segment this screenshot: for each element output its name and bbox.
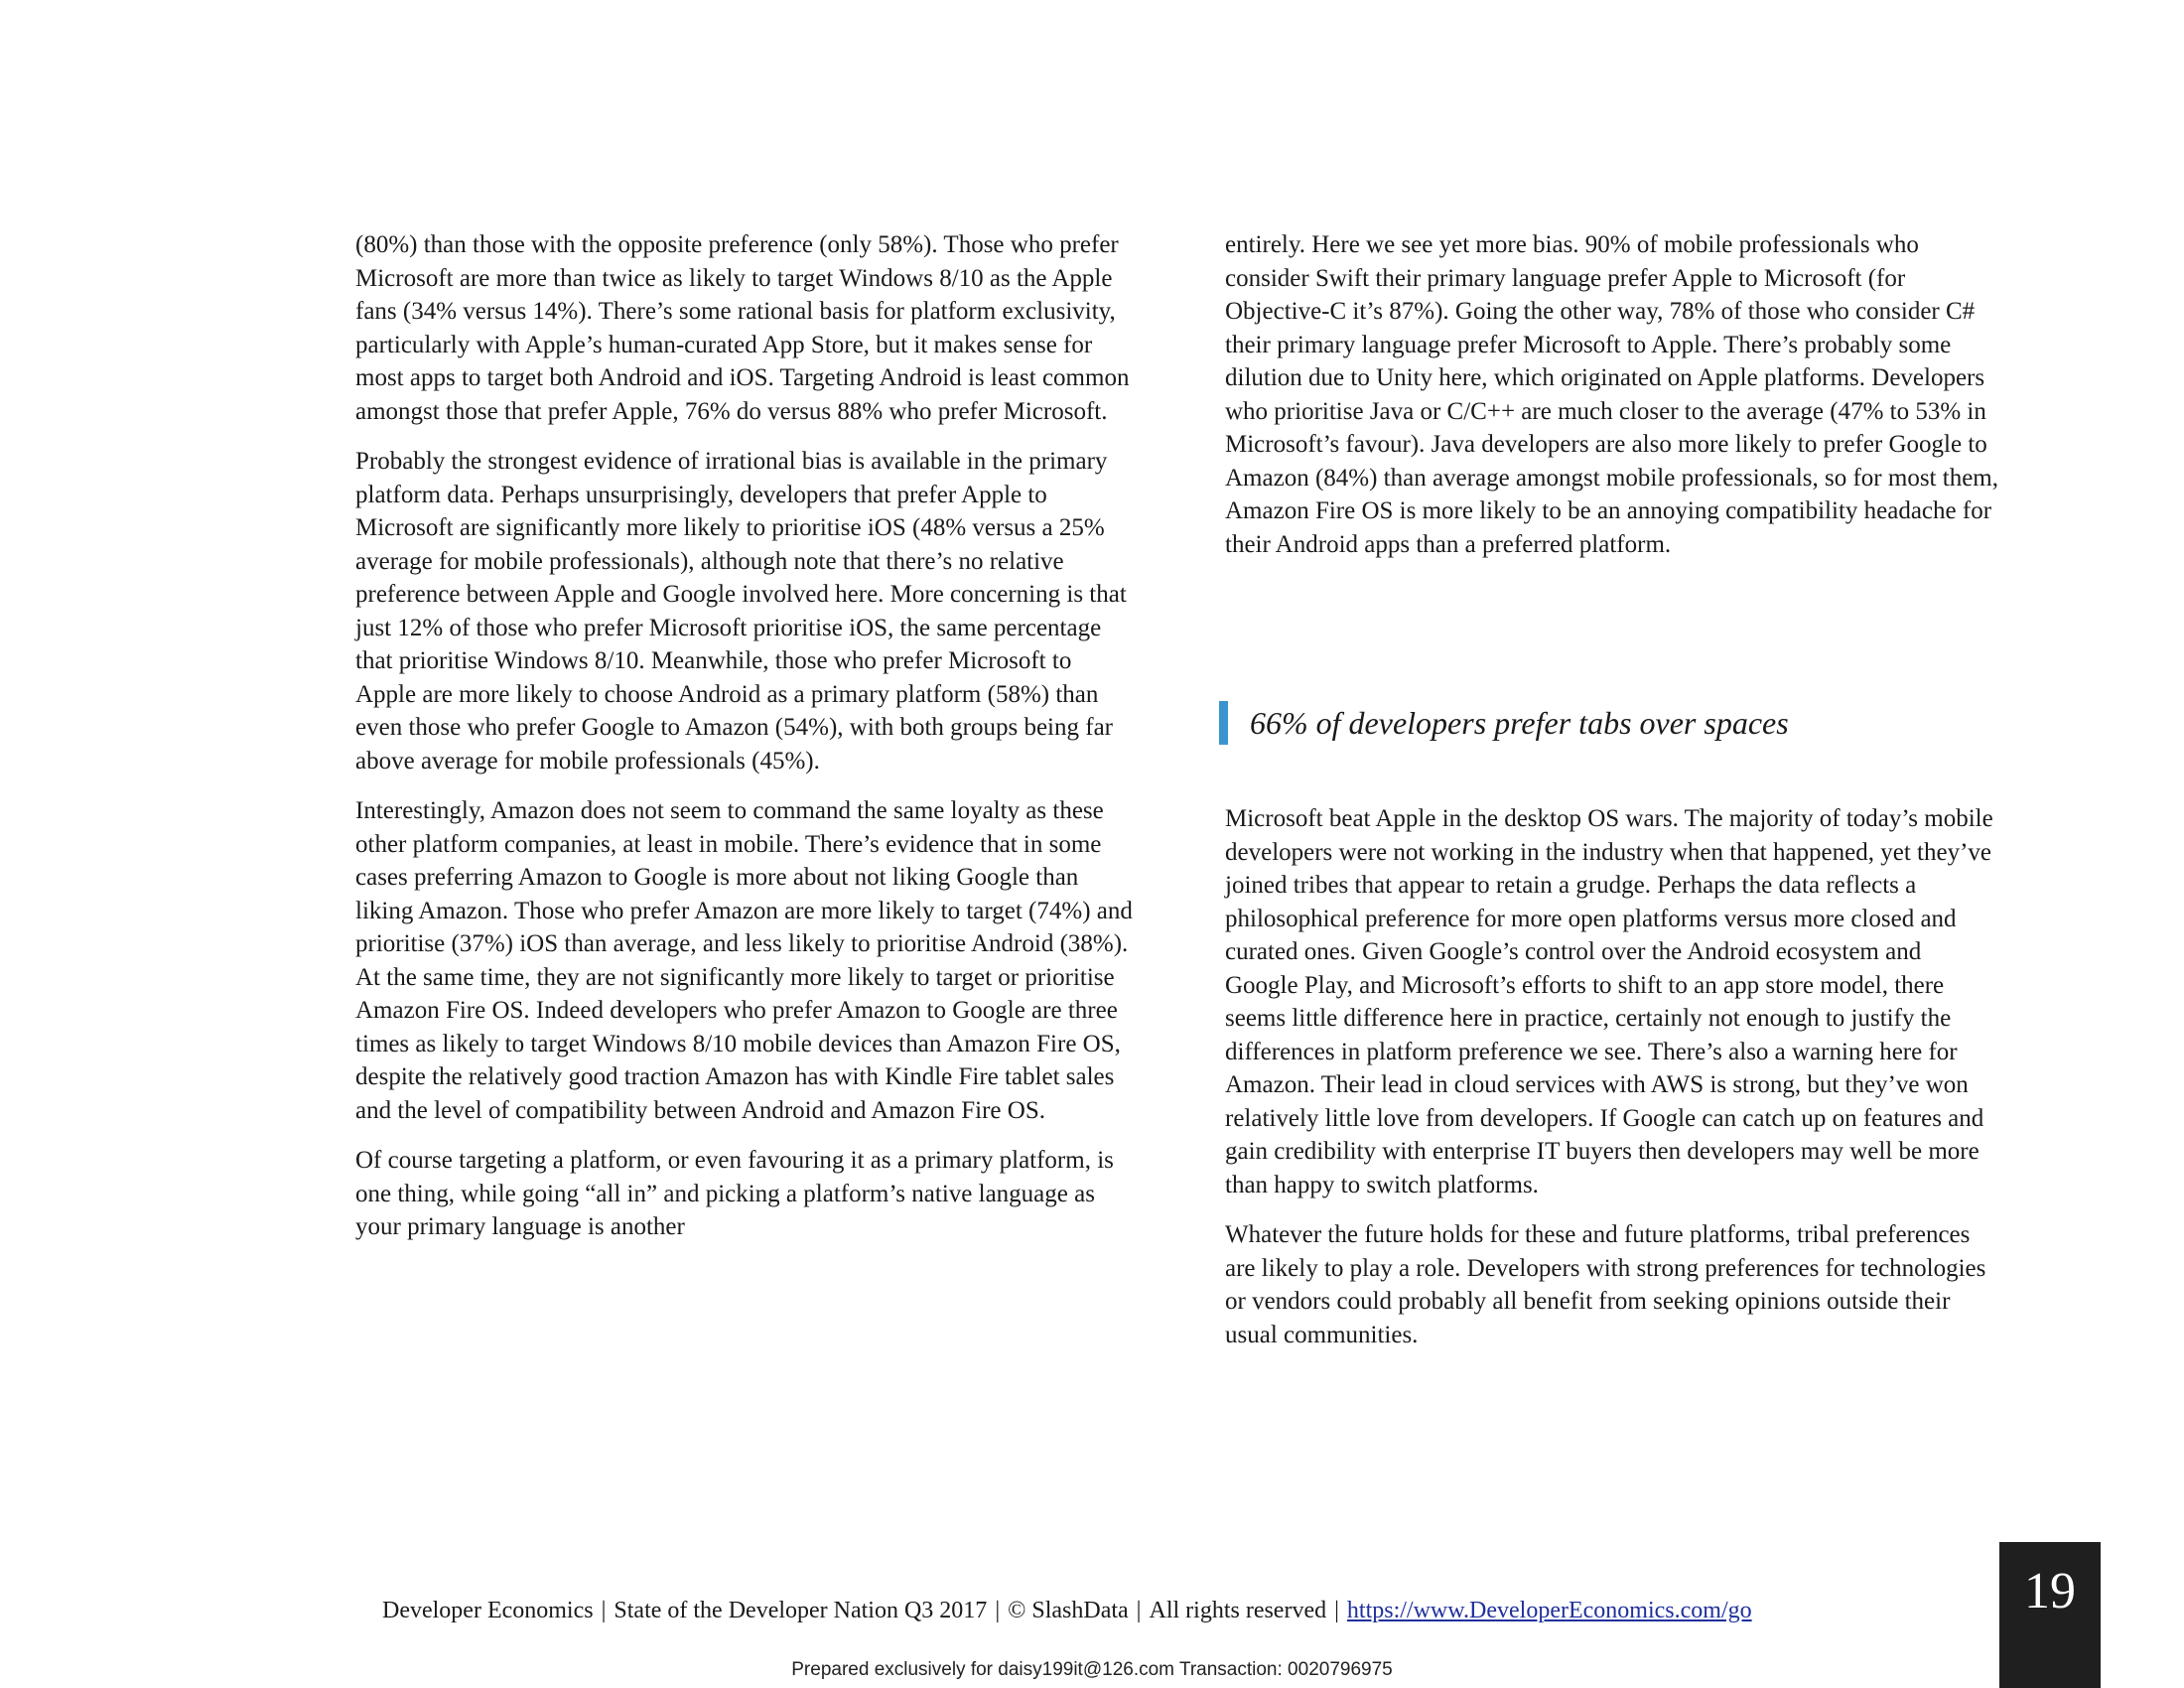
right-column-top — [1225, 228, 1999, 578]
footer-separator: | — [1334, 1598, 1339, 1623]
footer-separator: | — [995, 1598, 1001, 1623]
page-number: 19 — [2024, 1563, 2076, 1619]
footer-separator: | — [1136, 1598, 1142, 1623]
right-column-bottom — [1225, 802, 1999, 1368]
footer-rights: All rights reserved — [1149, 1598, 1327, 1623]
body-paragraph: Whatever the future holds for these and future platforms, tribal preferences are likely to play a role. Developers with strong preferences for technologies or vendors could probably all benefit from seeking opinions outside their usual communities. — [1225, 1221, 1986, 1348]
prepared-note: Prepared exclusively for daisy199it@126.com Transaction: 0020796975 — [791, 1659, 1393, 1680]
footer-brand: Developer Economics — [382, 1598, 594, 1623]
body-paragraph: entirely. Here we see yet more bias. 90% of mobile professionals who consider Swift their primary language prefer Apple to Microsoft (for Objective-C it’s 87%). Going the other way, 78% of those who consider C# their primary language prefer Microsoft to Apple. There’s probably some dilution due to Unity here, which originated on Apple platforms. Developers who prioritise Java or C/C++ are much closer to the average (47% to 53% in Microsoft’s favour). Java developers are also more likely to prefer Google to Amazon (84%) than average amongst mobile professionals, so for most them, Amazon Fire OS is more likely to be an annoying compatibility headache for their Android apps than a preferred platform. — [1225, 231, 1998, 558]
body-paragraph: Microsoft beat Apple in the desktop OS wars. The majority of today’s mobile developers were not working in the industry when that happened, yet they’ve joined tribes that appear to retain a grudge. Perhaps the data reflects a philosophical preference for more open platforms versus more closed and curated ones. Given Google’s control over the Android ecosystem and Google Play, and Microsoft’s efforts to shift to an app store model, there seems little difference here in practice, certainly not enough to justify the differences in platform preference we see. There’s also a warning here for Amazon. Their lead in cloud services with AWS is strong, but they’ve won relatively little love from developers. If Google can catch up on features and gain credibility with enterprise IT buyers then developers may well be more than happy to switch platforms. — [1225, 805, 1993, 1198]
footer-link[interactable]: https://www.DeveloperEconomics.com/go — [1346, 1598, 1752, 1623]
page-footer — [382, 1596, 1752, 1625]
body-paragraph: (80%) than those with the opposite preference (only 58%). Those who prefer Microsoft are more than twice as likely to target Windows 8/10 as the Apple fans (34% versus 14%). There’s some rational basis for platform exclusivity, particularly with Apple’s human-curated App Store, but it makes sense for most apps to target both Android and iOS. Targeting Android is least common amongst those that prefer Apple, 76% do versus 88% who prefer Microsoft. — [355, 231, 1130, 425]
left-column — [355, 228, 1135, 1261]
body-paragraph: Probably the strongest evidence of irrational bias is available in the primary platform data. Perhaps unsurprisingly, developers that prefer Apple to Microsoft are significantly more likely to prioritise iOS (48% versus a 25% average for mobile professionals), although note that there’s no relative preference between Apple and Google involved here. More concerning is that just 12% of those who prefer Microsoft prioritise iOS, the same percentage that prioritise Windows 8/10. Meanwhile, those who prefer Microsoft to Apple are more likely to choose Android as a primary platform (58%) than even those who prefer Google to Amazon (54%), with both groups being far above average for mobile professionals (45%). — [355, 448, 1127, 774]
footer-copyright: © SlashData — [1008, 1598, 1129, 1623]
body-paragraph: Interestingly, Amazon does not seem to command the same loyalty as these other platform companies, at least in mobile. There’s evidence that in some cases preferring Amazon to Google is more about not liking Google than liking Amazon. Those who prefer Amazon are more likely to target (74%) and prioritise (37%) iOS than average, and less likely to prioritise Android (38%). At the same time, they are not significantly more likely to target or prioritise Amazon Fire OS. Indeed developers who prefer Amazon to Google are three times as likely to target Windows 8/10 mobile devices than Amazon Fire OS, despite the relatively good traction Amazon has with Kindle Fire tablet sales and the level of compatibility between Android and Amazon Fire OS. — [355, 797, 1133, 1124]
footer-separator: | — [601, 1598, 607, 1623]
footer-report-title: State of the Developer Nation Q3 2017 — [614, 1598, 988, 1623]
body-paragraph: Of course targeting a platform, or even favouring it as a primary platform, is one thing, while going “all in” and picking a platform’s native language as your primary language is another — [355, 1147, 1114, 1240]
section-heading: 66% of developers prefer tabs over spaces — [1219, 701, 1789, 745]
